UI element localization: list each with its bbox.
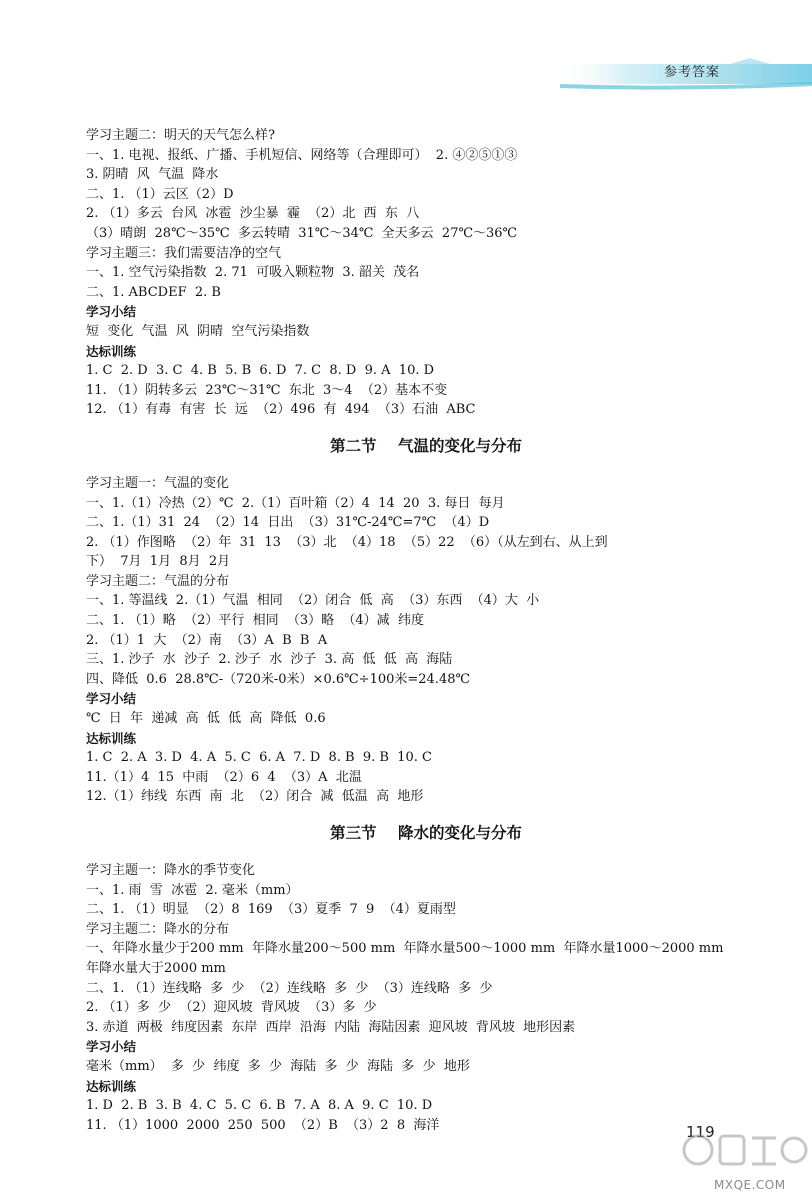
answer-line: 学习主题一：气温的变化 [86, 475, 230, 491]
answer-line: 学习主题三：我们需要洁净的空气 [86, 245, 282, 261]
answer-content [86, 126, 736, 1135]
answer-line: 学习主题一：降水的季节变化 [86, 863, 256, 878]
watermark-text: MXQE.COM [714, 1178, 786, 1192]
answer-line: 短 变化 气温 风 阴晴 空气污染指数 [86, 323, 310, 339]
answer-line: 2. （1）1 大 （2）南 （3）A B B A [86, 632, 328, 648]
answer-line: 一、1. 电视、报纸、广播、手机短信、网络等（合理即可） 2. ④②⑤①③ [86, 147, 518, 163]
subheading: 达标训练 [86, 730, 137, 746]
answer-line: 二、1. （1）略 （2）平行 相同 （3）略 （4）减 纬度 [86, 613, 424, 629]
answer-line: 一、1. 等温线 2.（1）气温 相同 （2）闭合 低 高 （3）东西 （4）大 小 [86, 593, 540, 609]
answer-line: 学习主题二：明天的天气怎么样? [86, 128, 275, 143]
answer-line: （3）晴朗 28℃～35℃ 多云转晴 31℃～34℃ 全天多云 27℃～36℃ [86, 225, 518, 241]
answer-line: 一、1.（1）冷热（2）℃ 2.（1）百叶箱（2）4 14 20 3. 每日 每月 [86, 495, 505, 511]
subheading: 达标训练 [86, 1078, 137, 1094]
answer-line: ℃ 日 年 递减 高 低 低 高 降低 0.6 [86, 711, 326, 727]
answer-line: 2. （1）多 少 （2）迎风坡 背风坡 （3）多 少 [86, 1000, 377, 1016]
subheading: 学习小结 [86, 691, 137, 707]
answer-line: 11. （1）1000 2000 250 500 （2）B （3）2 8 海洋 [86, 1117, 440, 1133]
answer-line: 3. 阴晴 风 气温 降水 [86, 167, 219, 183]
answer-line: 11.（1）4 15 中雨 （2）6 4 （3）A 北温 [86, 769, 362, 785]
answer-line: 12.（1）纬线 东西 南 北 （2）闭合 减 低温 高 地形 [86, 789, 424, 805]
answer-line: 一、年降水量少于200 mm 年降水量200～500 mm 年降水量500～1000 mm 年降水量1000～2000 mm [86, 941, 724, 957]
answer-line: 2. （1）作图略 （2）年 31 13 （3）北 （4）18 （5）22 （6）（从左到右、从上到 [86, 534, 608, 550]
answer-line: 一、1. 雨 雪 冰雹 2. 毫米（mm） [86, 882, 299, 898]
subheading: 学习小结 [86, 304, 137, 320]
answer-line: 二、1.（1）31 24 （2）14 日出 （3）31℃-24℃=7℃ （4）D [86, 515, 490, 531]
weather-answers [86, 126, 736, 420]
answer-line: 三、1. 沙子 水 沙子 2. 沙子 水 沙子 3. 高 低 低 高 海陆 [86, 652, 453, 668]
answer-line: 12. （1）有毒 有害 长 远 （2）496 有 494 （3）石油 ABC [86, 402, 476, 418]
header-label: 参考答案 [663, 65, 720, 80]
section-title-temperature: 第二节 气温的变化与分布 [329, 436, 523, 455]
answer-line: 11. （1）阴转多云 23℃～31℃ 东北 3～4 （2）基本不变 [86, 382, 448, 398]
answer-line: 3. 赤道 两极 纬度因素 东岸 西岸 沿海 内陆 海陆因素 迎风坡 背风坡 地形因素 [86, 1019, 576, 1035]
answer-line: 四、降低 0.6 28.8℃-（720米-0米）×0.6℃÷100米=24.48℃ [86, 671, 471, 687]
temperature-answers [86, 474, 736, 807]
answer-line: 1. C 2. A 3. D 4. A 5. C 6. A 7. D 8. B 9. B 10. C [86, 750, 432, 766]
answer-line: 2. （1）多云 台风 冰雹 沙尘暴 霾 （2）北 西 东 八 [86, 206, 420, 222]
answer-line: 二、1. （1）连线略 多 少 （2）连线略 多 少 （3）连线略 多 少 [86, 980, 493, 996]
answer-line: 下） 7月 1月 8月 2月 [86, 554, 231, 570]
section-title-precipitation: 第三节 降水的变化与分布 [329, 824, 523, 842]
answer-line: 毫米（mm） 多 少 纬度 多 少 海陆 多 少 海陆 多 少 地形 [86, 1058, 470, 1074]
answer-line: 1. C 2. D 3. C 4. B 5. B 6. D 7. C 8. D 9. A 10. D [86, 363, 435, 379]
answer-line: 二、1. ABCDEF 2. B [86, 284, 221, 300]
answer-line: 二、1. （1）云区（2）D [86, 186, 234, 202]
answer-line: 年降水量大于2000 mm [86, 960, 226, 976]
answer-line: 二、1. （1）明显 （2）8 169 （3）夏季 7 9 （4）夏雨型 [86, 902, 456, 918]
subheading: 达标训练 [86, 343, 137, 359]
answer-line: 1. D 2. B 3. B 4. C 5. C 6. B 7. A 8. A 9. C 10. D [86, 1098, 433, 1114]
answer-line: 学习主题二：气温的分布 [86, 573, 230, 589]
precipitation-answers [86, 861, 736, 1135]
subheading: 学习小结 [86, 1039, 137, 1055]
answer-line: 学习主题二：降水的分布 [86, 921, 230, 937]
answer-line: 一、1. 空气污染指数 2. 71 可吸入颗粒物 3. 韶关 茂名 [86, 265, 420, 281]
page-number: 119 [686, 1123, 715, 1141]
